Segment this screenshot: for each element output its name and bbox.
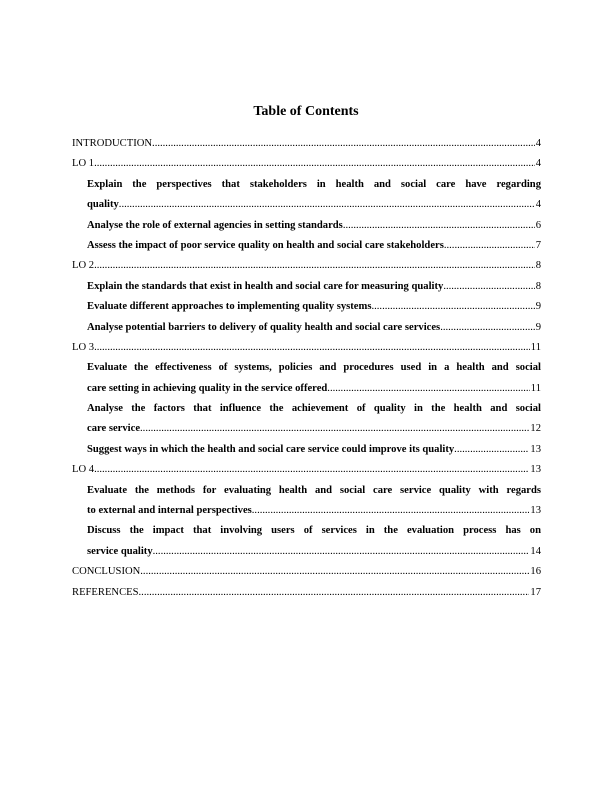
toc-page-number: 14 — [530, 545, 541, 557]
toc-leader-dots — [94, 460, 529, 480]
toc-entry-text: Assess the impact of poor service quality on health and social care stakeholders — [87, 239, 444, 251]
toc-entry-evaluation-methods[interactable] — [72, 481, 541, 522]
toc-entry-text-line1: Discuss the impact that involving users of services in the evaluation process has on — [87, 525, 541, 537]
toc-entry-stakeholder-perspectives[interactable] — [72, 175, 541, 216]
toc-page-number: 13 — [530, 464, 541, 476]
toc-page-number: 16 — [530, 566, 541, 578]
toc-entry-text: LO 4 — [72, 464, 95, 476]
toc-entry-conclusion[interactable] — [72, 562, 541, 582]
toc-leader-dots — [139, 583, 530, 603]
toc-leader-dots — [94, 256, 535, 276]
toc-leader-dots — [252, 501, 530, 521]
toc-leader-dots — [440, 318, 535, 338]
toc-page-number: 11 — [530, 382, 541, 394]
toc-leader-dots — [153, 542, 530, 562]
toc-leader-dots — [343, 216, 535, 236]
toc-leader-dots — [327, 379, 530, 399]
toc-page-number: 17 — [530, 586, 541, 598]
toc-leader-dots — [444, 236, 535, 256]
toc-entry-external-agencies[interactable] — [72, 216, 541, 236]
toc-entry-lo1[interactable] — [72, 154, 541, 174]
toc-entry-text: Analyse the role of external agencies in setting standards — [87, 219, 343, 231]
toc-entry-text: LO 2 — [72, 260, 95, 272]
toc-page-number: 8 — [535, 280, 541, 292]
toc-entry-text-line1: Analyse the factors that influence the achievement of quality in the health and social — [87, 403, 541, 415]
toc-entry-references[interactable] — [72, 583, 541, 603]
toc-entry-systems-effectiveness[interactable] — [72, 358, 541, 399]
page-title: Table of Contents — [253, 104, 359, 119]
toc-entry-improve-quality[interactable] — [72, 440, 541, 460]
toc-entry-text: care setting in achieving quality in the service offered — [87, 382, 328, 394]
toc-entry-potential-barriers[interactable] — [72, 318, 541, 338]
toc-entry-lo2[interactable] — [72, 256, 541, 276]
toc-page-number: 6 — [535, 219, 541, 231]
toc-entry-quality-standards[interactable] — [72, 277, 541, 297]
toc-entry-text: CONCLUSION — [72, 566, 141, 578]
toc-leader-dots — [94, 338, 530, 358]
toc-page-number: 9 — [535, 321, 541, 333]
toc-page-number: 8 — [535, 260, 541, 272]
toc-entry-text: REFERENCES — [72, 586, 139, 598]
toc-page-number: 7 — [535, 239, 541, 251]
toc-leader-dots — [140, 562, 529, 582]
toc-entry-text: Explain the standards that exist in health and social care for measuring quality — [87, 280, 444, 292]
toc-entry-introduction[interactable] — [72, 134, 541, 154]
toc-entry-text-line1: Evaluate the effectiveness of systems, policies and procedures used in a health and social — [87, 362, 541, 374]
toc-page-number: 13 — [530, 443, 541, 455]
toc-entry-lo3[interactable] — [72, 338, 541, 358]
toc-page-number: 12 — [530, 423, 541, 435]
toc-entry-poor-service-impact[interactable] — [72, 236, 541, 256]
toc-page-number: 4 — [535, 199, 541, 211]
toc-entry-text: care service — [87, 423, 141, 435]
toc-entry-text: quality — [87, 199, 119, 211]
toc-leader-dots — [454, 440, 529, 460]
toc-page-number: 4 — [535, 137, 541, 149]
toc-entry-text-line1: Explain the perspectives that stakeholders in health and social care have regarding — [87, 178, 541, 190]
toc-page-number: 4 — [535, 158, 541, 170]
toc-entry-text: LO 1 — [72, 158, 95, 170]
toc-leader-dots — [94, 154, 535, 174]
toc-leader-dots — [371, 297, 534, 317]
toc-entry-text: Evaluate different approaches to implementing quality systems — [87, 301, 372, 313]
toc-entry-text-line1: Evaluate the methods for evaluating health and social care service quality with regards — [87, 484, 541, 496]
toc-page-number: 13 — [530, 505, 541, 517]
toc-page-number: 9 — [535, 301, 541, 313]
toc-leader-dots — [152, 134, 535, 154]
toc-entry-quality-factors[interactable] — [72, 399, 541, 440]
toc-leader-dots — [443, 277, 534, 297]
toc-entry-text: to external and internal perspectives — [87, 505, 252, 517]
toc-entry-text: INTRODUCTION — [72, 137, 153, 149]
toc-entry-text: Analyse potential barriers to delivery of quality health and social care services — [87, 321, 441, 333]
toc-leader-dots — [140, 419, 529, 439]
table-of-contents — [72, 134, 541, 603]
toc-entry-quality-systems[interactable] — [72, 297, 541, 317]
toc-leader-dots — [119, 195, 535, 215]
toc-entry-user-involvement[interactable] — [72, 521, 541, 562]
toc-entry-text: LO 3 — [72, 341, 95, 353]
toc-entry-text: Suggest ways in which the health and social care service could improve its quality — [87, 443, 455, 455]
toc-entry-lo4[interactable] — [72, 460, 541, 480]
toc-page-number: 11 — [530, 341, 541, 353]
toc-entry-text: service quality — [87, 545, 153, 557]
